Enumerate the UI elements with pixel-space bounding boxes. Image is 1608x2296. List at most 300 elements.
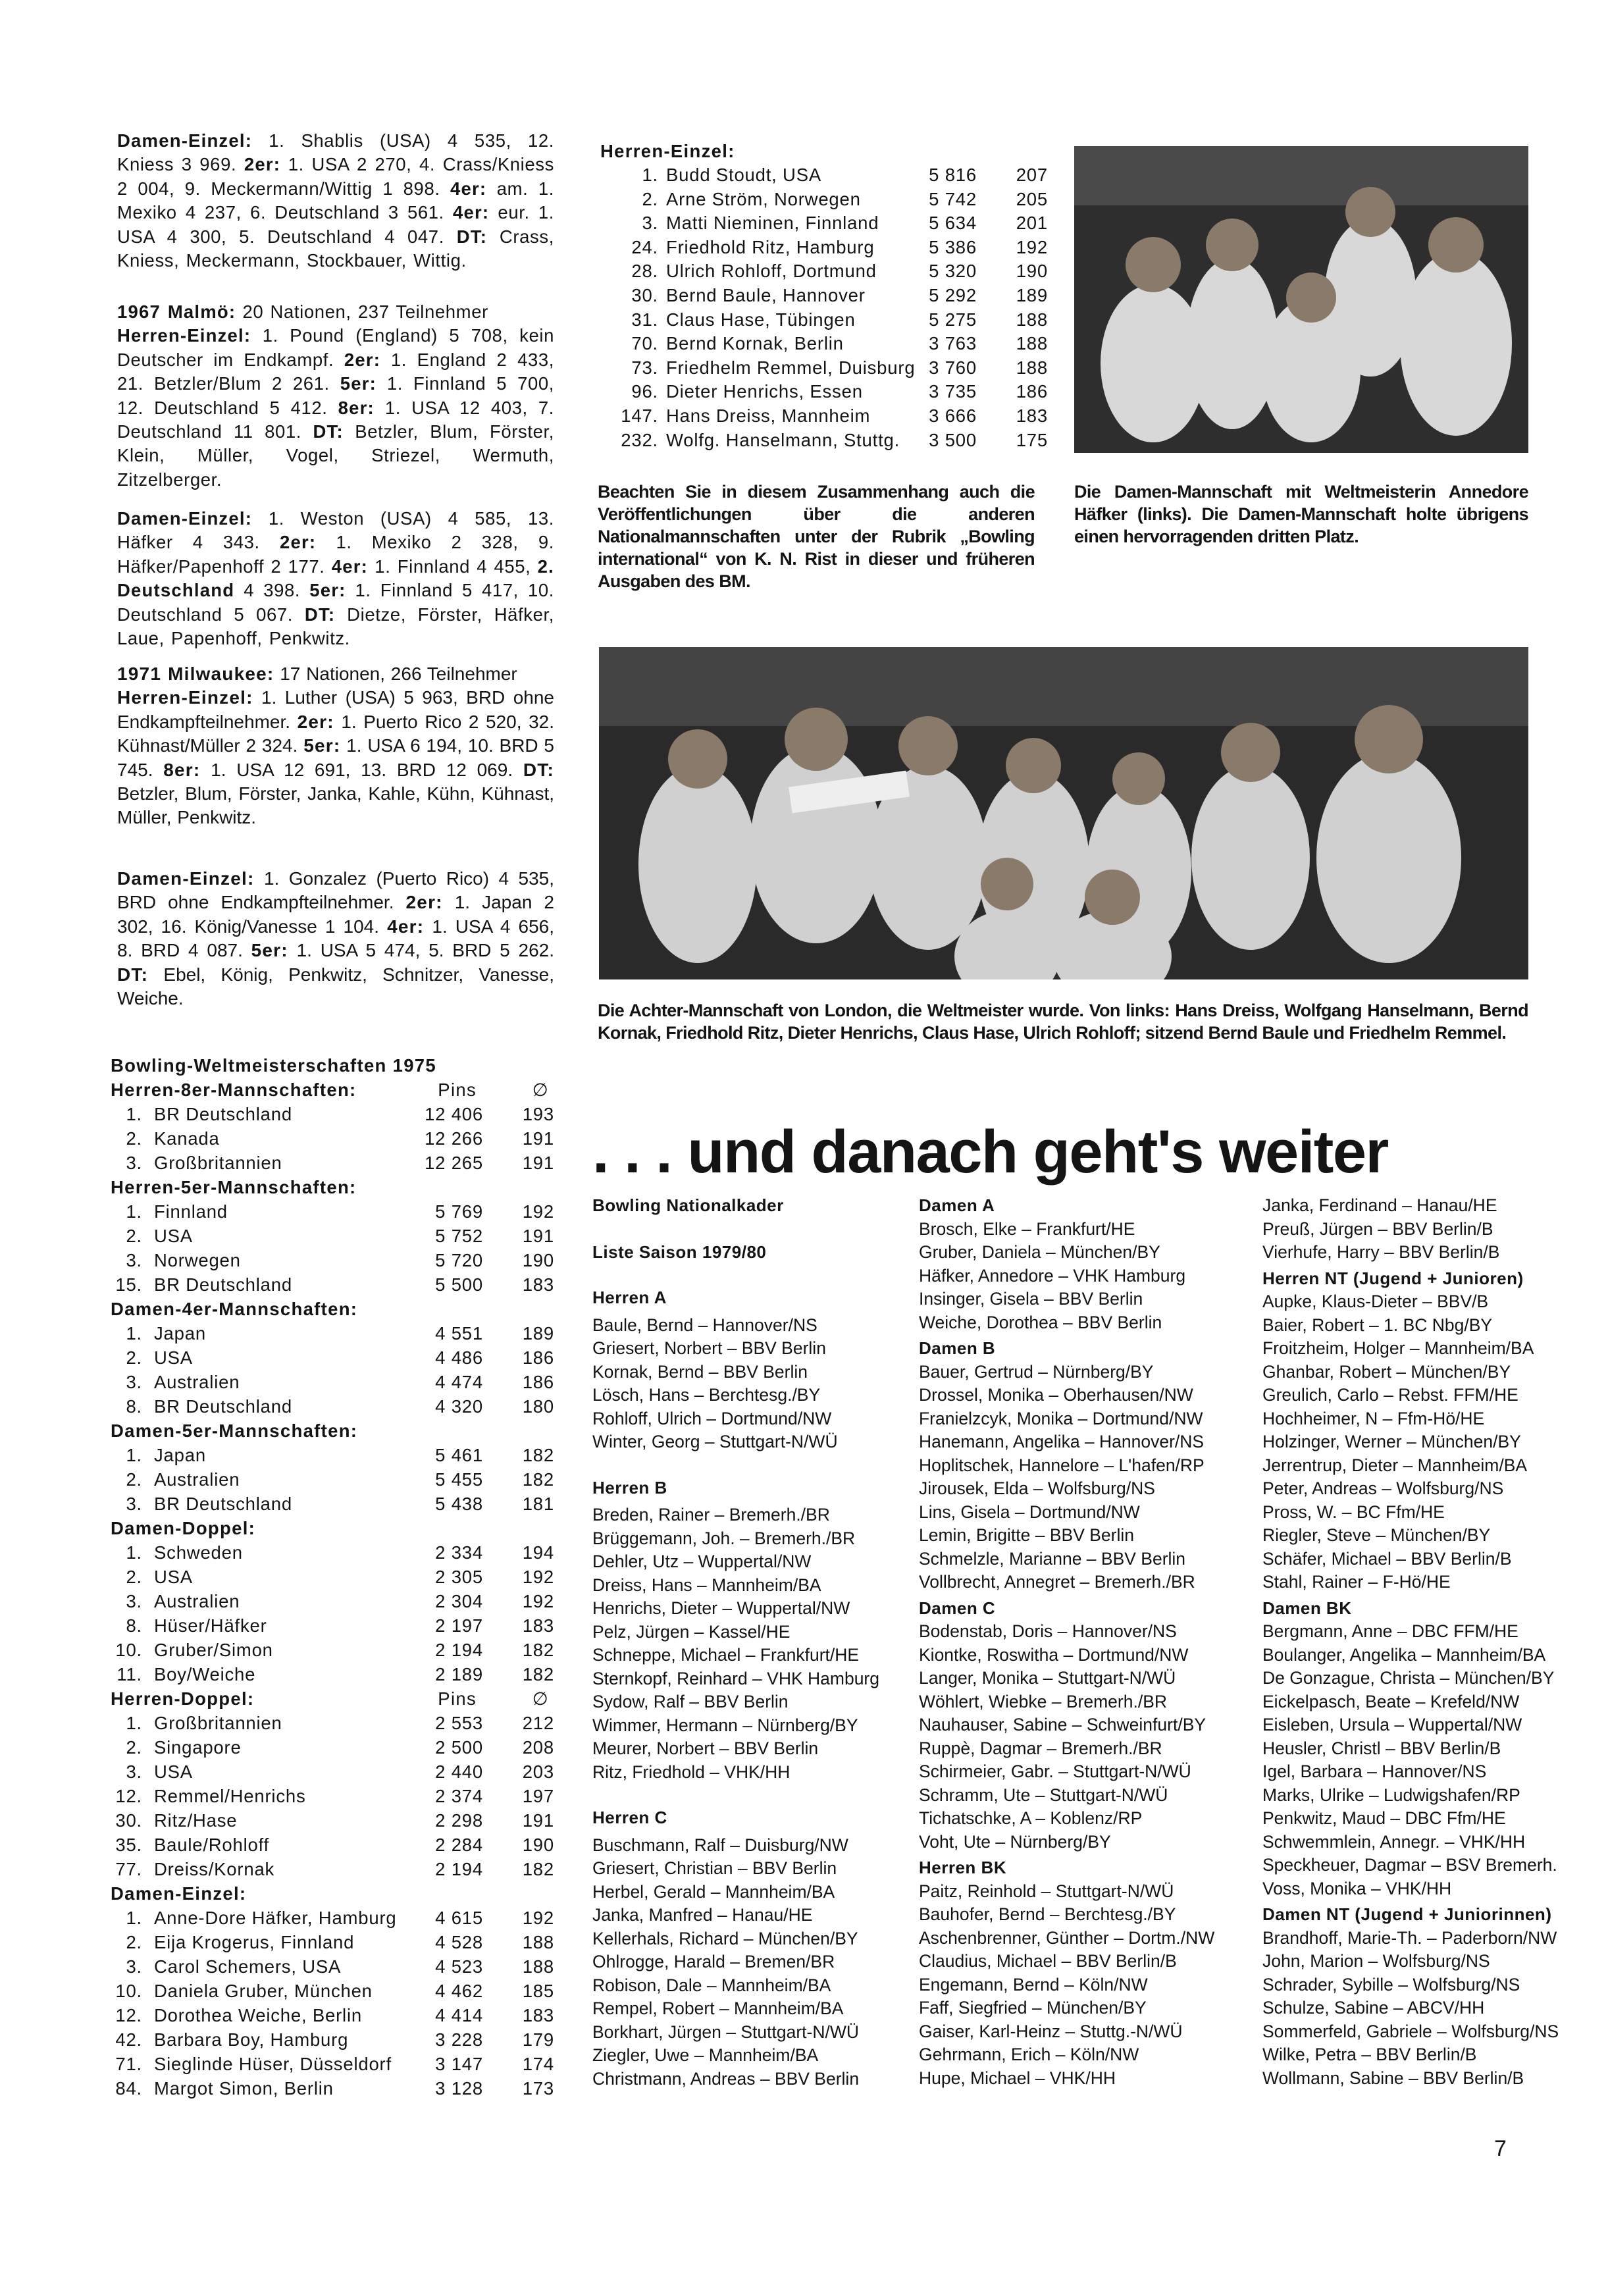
- pins: 3 500: [929, 429, 977, 450]
- average: 194: [522, 1542, 554, 1563]
- table-row: [111, 2027, 554, 2052]
- kader-member: Herbel, Gerald – Mannheim/BA: [592, 1881, 835, 1902]
- average: 205: [1016, 188, 1048, 209]
- pins: 12 406: [425, 1104, 483, 1124]
- kader-member: Borkhart, Jürgen – Stuttgart-N/WÜ: [592, 2022, 860, 2042]
- kader-member: Riegler, Steve – München/BY: [1262, 1525, 1491, 1545]
- kader-member: Schirmeier, Gabr. – Stuttgart-N/WÜ: [919, 1761, 1191, 1781]
- result-text: Betzler, Blum, Förster, Janka, Kahle, Kühn, Kühnast, Müller, Penkwitz.: [117, 783, 554, 828]
- kader-member: Weiche, Dorothea – BBV Berlin: [919, 1312, 1162, 1332]
- average: 173: [522, 2078, 554, 2099]
- kader-member: Henrichs, Dieter – Wuppertal/NW: [592, 1598, 850, 1618]
- section-heading: [111, 1175, 554, 1199]
- table-row: [600, 404, 1048, 429]
- table-row: [600, 188, 1048, 212]
- kader-member: Lösch, Hans – Berchtesg./BY: [592, 1385, 821, 1405]
- name: Dorothea Weiche, Berlin: [154, 2005, 362, 2025]
- result-label: 4er:: [387, 916, 425, 937]
- result-text: Ebel, König, Penkwitz, Schnitzer, Vanesse, Weiche.: [117, 964, 554, 1009]
- table-row: [111, 1248, 554, 1272]
- table-row: [111, 1492, 554, 1516]
- pins: 4 474: [435, 1372, 483, 1392]
- average: 192: [1016, 236, 1048, 257]
- rank: 2.: [126, 1932, 142, 1952]
- pins: 5 292: [929, 284, 977, 305]
- photo-women-team: [1074, 146, 1528, 453]
- table-row: [111, 1272, 554, 1297]
- name: Ulrich Rohloff, Dortmund: [666, 261, 877, 282]
- name: Australien: [154, 1469, 240, 1490]
- average: 175: [1016, 429, 1048, 450]
- name: Ritz/Hase: [154, 1810, 238, 1831]
- result-label: 2er:: [344, 349, 381, 370]
- kader-member: Kiontke, Roswitha – Dortmund/NW: [919, 1644, 1189, 1665]
- section-title: Damen-Doppel:: [111, 1518, 256, 1538]
- kader-member: Engemann, Bernd – Köln/NW: [919, 1974, 1148, 1995]
- rank: 1.: [642, 165, 658, 185]
- pins: 4 320: [435, 1396, 483, 1417]
- name: Anne-Dore Häfker, Hamburg: [154, 1908, 397, 1928]
- kader-member: Pelz, Jürgen – Kassel/HE: [592, 1621, 791, 1642]
- kader-member: Kellerhals, Richard – München/BY: [592, 1928, 858, 1948]
- kader-member: Insinger, Gisela – BBV Berlin: [919, 1289, 1143, 1309]
- kader-column-1: [592, 1194, 915, 2091]
- pins: 5 720: [435, 1250, 483, 1270]
- kader-group-heading: Herren B: [592, 1477, 667, 1498]
- average: 192: [522, 1591, 554, 1611]
- table-row: [111, 1151, 554, 1175]
- kader-member: Hochheimer, N – Ffm-Hö/HE: [1262, 1408, 1485, 1428]
- kader-member: Sternkopf, Reinhard – VHK Hamburg: [592, 1668, 879, 1688]
- table-row: [111, 1857, 554, 1881]
- pins-header: Pins: [438, 1688, 477, 1709]
- name: BR Deutschland: [154, 1494, 292, 1514]
- result-text: 4 398.: [234, 580, 310, 601]
- table-row: [600, 236, 1048, 260]
- result-label: 4er:: [450, 178, 487, 199]
- kader-member: Paitz, Reinhold – Stuttgart-N/WÜ: [919, 1881, 1174, 1901]
- kader-member: Dreiss, Hans – Mannheim/BA: [592, 1575, 821, 1595]
- name: Singapore: [154, 1737, 242, 1758]
- rank: 42.: [115, 2029, 142, 2050]
- rank: 30.: [115, 1810, 142, 1831]
- kader-member: Breden, Rainer – Bremerh./BR: [592, 1505, 830, 1525]
- kader-member: Brandhoff, Marie-Th. – Paderborn/NW: [1262, 1927, 1557, 1948]
- name: Japan: [154, 1445, 206, 1465]
- kader-group-heading: Damen B: [919, 1338, 996, 1358]
- note-text: Beachten Sie in diesem Zusammenhang auch die Veröffentlichungen über die anderen Nationalmannschaften unter der Rubrik „Bowling international“ von K. N. Rist in dieser und früheren Ausgaben des BM.: [598, 482, 1035, 591]
- average: 193: [522, 1104, 554, 1124]
- name: Friedhold Ritz, Hamburg: [666, 236, 875, 257]
- result-text: 1. Shablis (USA) 4 535, 12. Kniess 3 969.: [117, 130, 554, 175]
- pins: 4 414: [435, 2005, 483, 2025]
- table-row: [111, 1906, 554, 1930]
- name: Australien: [154, 1372, 240, 1392]
- section-title: Herren-Doppel:: [111, 1688, 255, 1709]
- result-label: 2er:: [244, 154, 281, 175]
- pins-header: Pins: [438, 1080, 477, 1100]
- average: 190: [1016, 261, 1048, 282]
- table-row: [111, 2076, 554, 2100]
- pins: 3 760: [929, 357, 977, 378]
- result-label: 5er:: [251, 940, 288, 961]
- average: 188: [1016, 333, 1048, 354]
- result-label: 8er:: [338, 397, 375, 418]
- average: 189: [522, 1323, 554, 1344]
- kader-member: Eisleben, Ursula – Wuppertal/NW: [1262, 1715, 1522, 1735]
- pins: 5 320: [929, 261, 977, 282]
- result-label: 2er:: [280, 532, 317, 553]
- name: BR Deutschland: [154, 1274, 292, 1295]
- kader-member: Ohlrogge, Harald – Bremen/BR: [592, 1952, 835, 1971]
- kader-member: Tichatschke, A – Koblenz/RP: [919, 1808, 1143, 1828]
- kader-member: Voss, Monika – VHK/HH: [1262, 1878, 1452, 1898]
- name: Claus Hase, Tübingen: [666, 309, 856, 330]
- result-label: 5er:: [303, 735, 341, 756]
- pins: 4 615: [435, 1908, 483, 1928]
- rank: 10.: [115, 1640, 142, 1660]
- section-heading: [111, 1419, 554, 1443]
- kader-member: Lemin, Brigitte – BBV Berlin: [919, 1525, 1134, 1545]
- result-label: Damen-Einzel:: [117, 508, 253, 529]
- kader-member: Meurer, Norbert – BBV Berlin: [592, 1738, 819, 1758]
- average: 185: [522, 1981, 554, 2001]
- result-text: Betzler, Blum, Förster, Klein, Müller, Vogel, Striezel, Wermuth, Zitzelberger.: [117, 421, 554, 490]
- pins: 2 194: [435, 1640, 483, 1660]
- result-text: 1. Finnland 5 700, 12. Deutschland 5 412.: [117, 373, 554, 418]
- kader-group-heading: Herren A: [592, 1288, 667, 1307]
- kader-member: Schäfer, Michael – BBV Berlin/B: [1262, 1548, 1512, 1569]
- table-row: [111, 1102, 554, 1126]
- kader-member: Drossel, Monika – Oberhausen/NW: [919, 1385, 1193, 1405]
- rank: 1.: [126, 1713, 142, 1733]
- kader-member: Schramm, Ute – Stuttgart-N/WÜ: [919, 1785, 1168, 1805]
- average: 182: [522, 1664, 554, 1684]
- result-label: Damen-Einzel:: [117, 130, 253, 151]
- rank: 3.: [126, 1372, 142, 1392]
- rank: 10.: [115, 1981, 142, 2001]
- result-label: 1971 Milwaukee:: [117, 664, 274, 684]
- pins: 2 553: [435, 1713, 483, 1733]
- wm1975-results: [111, 1053, 554, 2100]
- average: 186: [522, 1347, 554, 1368]
- average: 183: [522, 2005, 554, 2025]
- average: 191: [522, 1810, 554, 1831]
- result-text: am. 1. Mexiko 4 237, 6. Deutschland 3 561.: [117, 178, 554, 223]
- rank: 28.: [631, 261, 658, 282]
- average: 182: [522, 1859, 554, 1879]
- kader-member: De Gonzague, Christa – München/BY: [1262, 1668, 1555, 1688]
- result-text: 1. Gonzalez (Puerto Rico) 4 535, BRD ohne Endkampfteilnehmer.: [117, 868, 554, 913]
- kader-member: Nauhauser, Sabine – Schweinfurt/BY: [919, 1715, 1206, 1735]
- kader-member: Peter, Andreas – Wolfsburg/NS: [1262, 1478, 1504, 1498]
- history-paragraph-1967: [117, 300, 554, 492]
- rank: 2.: [126, 1347, 142, 1368]
- rank: 1.: [126, 1104, 142, 1124]
- section-heading: [111, 1516, 554, 1540]
- pins: 4 551: [435, 1323, 483, 1344]
- result-label: 2. Deutschland: [117, 556, 554, 601]
- kader-member: Vierhufe, Harry – BBV Berlin/B: [1262, 1242, 1500, 1262]
- pins: 5 461: [435, 1445, 483, 1465]
- table-row: [111, 1979, 554, 2003]
- average: 183: [522, 1274, 554, 1295]
- result-text: 1. Mexiko 2 328, 9. Häfker/Papenhoff 2 177.: [117, 532, 554, 577]
- kader-member: Hanemann, Angelika – Hannover/NS: [919, 1432, 1205, 1451]
- table-row: [111, 1833, 554, 1857]
- result-text: 1. Pound (England) 5 708, kein Deutscher im Endkampf.: [117, 325, 554, 370]
- pins: 4 486: [435, 1347, 483, 1368]
- rank: 1.: [126, 1201, 142, 1222]
- result-label: DT:: [456, 226, 488, 247]
- section-title: Herren-5er-Mannschaften:: [111, 1177, 357, 1197]
- average: 212: [522, 1713, 554, 1733]
- kader-member: Kornak, Bernd – BBV Berlin: [592, 1361, 808, 1382]
- pins: 2 500: [435, 1737, 483, 1758]
- kader-member: Boulanger, Angelika – Mannheim/BA: [1262, 1644, 1546, 1665]
- rank: 70.: [631, 333, 658, 354]
- section-title: Herren-8er-Mannschaften:: [111, 1080, 357, 1100]
- average: 182: [522, 1640, 554, 1660]
- kader-member: Wöhlert, Wiebke – Bremerh./BR: [919, 1691, 1168, 1711]
- pins: 5 634: [929, 213, 977, 234]
- result-text: 1. USA 6 194, 10. BRD 5 745.: [117, 735, 555, 780]
- result-label: Damen-Einzel:: [117, 868, 255, 889]
- name: Finnland: [154, 1201, 228, 1222]
- rank: 3.: [126, 1956, 142, 1977]
- result-text: 20 Nationen, 237 Teilnehmer: [236, 301, 488, 322]
- table-row: [111, 2003, 554, 2027]
- kader-member: Marks, Ulrike – Ludwigshafen/RP: [1262, 1785, 1520, 1805]
- section-title: Damen-5er-Mannschaften:: [111, 1421, 358, 1441]
- table-row: [111, 2052, 554, 2076]
- result-label: DT:: [523, 759, 554, 780]
- table-row: [111, 1467, 554, 1492]
- result-label: Herren-Einzel:: [117, 687, 253, 708]
- pins: 5 816: [929, 165, 977, 185]
- average: 191: [522, 1128, 554, 1149]
- average: 192: [522, 1201, 554, 1222]
- table-row: [111, 1808, 554, 1833]
- history-paragraph-1971-damen: [117, 867, 554, 1010]
- kader-member: Jirousek, Elda – Wolfsburg/NS: [919, 1478, 1155, 1498]
- kader-member: Wimmer, Hermann – Nürnberg/BY: [592, 1715, 858, 1735]
- name: Friedhelm Remmel, Duisburg: [666, 357, 916, 378]
- name: Dieter Henrichs, Essen: [666, 381, 863, 402]
- rank: 1.: [126, 1445, 142, 1465]
- rank: 3.: [642, 213, 658, 234]
- result-label: 5er:: [309, 580, 346, 601]
- kader-member: Schneppe, Michael – Frankfurt/HE: [592, 1645, 860, 1665]
- table-row: [111, 1540, 554, 1565]
- table-row: [600, 332, 1048, 356]
- rank: 73.: [631, 357, 658, 378]
- average: 190: [522, 1835, 554, 1855]
- result-text: 1. USA 12 403, 7. Deutschland 11 801.: [117, 397, 554, 442]
- result-label: 2er:: [297, 711, 334, 732]
- average: 192: [522, 1567, 554, 1587]
- table-row: [111, 1443, 554, 1467]
- kader-member: Gaiser, Karl-Heinz – Stuttg.-N/WÜ: [919, 2021, 1183, 2041]
- table-row: [111, 1760, 554, 1784]
- name: Matti Nieminen, Finnland: [666, 213, 879, 234]
- kader-member: Bergmann, Anne – DBC FFM/HE: [1262, 1621, 1518, 1641]
- kader-member: Sommerfeld, Gabriele – Wolfsburg/NS: [1262, 2021, 1559, 2041]
- rank: 3.: [126, 1494, 142, 1514]
- kader-member: Heusler, Christl – BBV Berlin/B: [1262, 1738, 1501, 1758]
- kader-member: Griesert, Christian – BBV Berlin: [592, 1858, 837, 1878]
- average: 188: [1016, 309, 1048, 330]
- rank: 77.: [115, 1859, 142, 1879]
- kader-member: Robison, Dale – Mannheim/BA: [592, 1975, 831, 1995]
- pins: 12 265: [425, 1153, 483, 1173]
- kader-column-3: [1262, 1194, 1608, 2090]
- kader-member: Claudius, Michael – BBV Berlin/B: [919, 1951, 1177, 1971]
- rank: 3.: [126, 1153, 142, 1173]
- pins: 4 462: [435, 1981, 483, 2001]
- kader-member: Baule, Bernd – Hannover/NS: [592, 1315, 817, 1335]
- average: 174: [522, 2054, 554, 2074]
- result-label: DT:: [313, 421, 344, 442]
- rank: 15.: [115, 1274, 142, 1295]
- kader-member: Pross, W. – BC Ffm/HE: [1262, 1501, 1445, 1522]
- average: 203: [522, 1761, 554, 1782]
- name: Daniela Gruber, München: [154, 1981, 373, 2001]
- name: Baule/Rohloff: [154, 1835, 270, 1855]
- kader-member: Häfker, Annedore – VHK Hamburg: [919, 1265, 1186, 1286]
- photo-men-caption: Die Achter-Mannschaft von London, die Weltmeister wurde. Von links: Hans Dreiss, Wolfgang Hanselmann, Bernd Kornak, Friedhold Ritz, Dieter Henrichs, Claus Hase, Ulrich Rohloff; sitzend Bernd Baule und Friedhelm Remmel.: [598, 1001, 1528, 1043]
- name: BR Deutschland: [154, 1104, 292, 1124]
- rank: 24.: [631, 236, 658, 257]
- headline: . . . und danach geht's weiter: [592, 1118, 1388, 1186]
- table-row: [111, 1370, 554, 1394]
- table-row: [111, 1930, 554, 1954]
- kader-member: Gruber, Daniela – München/BY: [919, 1242, 1160, 1262]
- herren-einzel-heading: Herren-Einzel:: [600, 141, 735, 161]
- kader-member: Aupke, Klaus-Dieter – BBV/B: [1262, 1292, 1489, 1311]
- table-row: [111, 1126, 554, 1151]
- kader-member: Schulze, Sabine – ABCV/HH: [1262, 1998, 1485, 2018]
- kader-member: Rohloff, Ulrich – Dortmund/NW: [592, 1408, 832, 1428]
- average: 188: [522, 1956, 554, 1977]
- pins: 5 500: [435, 1274, 483, 1295]
- name: USA: [154, 1567, 193, 1587]
- section-heading: [111, 1297, 554, 1321]
- average: 182: [522, 1469, 554, 1490]
- name: USA: [154, 1226, 193, 1246]
- kader-member: Winter, Georg – Stuttgart-N/WÜ: [592, 1432, 838, 1451]
- name: Barbara Boy, Hamburg: [154, 2029, 349, 2050]
- pins: 12 266: [425, 1128, 483, 1149]
- result-label: 4er:: [331, 556, 369, 577]
- women-team-photo-image: [1074, 146, 1528, 453]
- average: 190: [522, 1250, 554, 1270]
- section-heading: [111, 1686, 554, 1711]
- photo-women-caption: Die Damen-Mannschaft mit Weltmeisterin Annedore Häfker (links). Die Damen-Mannschaft holte übrigens einen hervorragenden dritten Platz.: [1074, 482, 1528, 546]
- name: Boy/Weiche: [154, 1664, 256, 1684]
- pins: 3 735: [929, 381, 977, 402]
- kader-member: Jerrentrup, Dieter – Mannheim/BA: [1262, 1455, 1528, 1475]
- rank: 11.: [117, 1664, 142, 1684]
- average: 188: [522, 1932, 554, 1952]
- kader-member: Bodenstab, Doris – Hannover/NS: [919, 1621, 1177, 1641]
- table-row: [600, 356, 1048, 380]
- rank: 8.: [126, 1615, 142, 1636]
- table-row: [111, 1321, 554, 1345]
- average: 191: [522, 1226, 554, 1246]
- section-heading: [111, 1078, 554, 1102]
- rank: 1.: [126, 1908, 142, 1928]
- kader-member: Bauhofer, Bernd – Berchtesg./BY: [919, 1904, 1176, 1924]
- result-label: DT:: [117, 964, 149, 985]
- kader-member: Igel, Barbara – Hannover/NS: [1262, 1761, 1487, 1781]
- average: 186: [1016, 381, 1048, 402]
- kader-member: Griesert, Norbert – BBV Berlin: [592, 1338, 826, 1358]
- result-text: 1. Weston (USA) 4 585, 13. Häfker 4 343.: [117, 508, 554, 553]
- kader-member: Hupe, Michael – VHK/HH: [919, 2068, 1116, 2088]
- kader-member: Froitzheim, Holger – Mannheim/BA: [1262, 1338, 1534, 1358]
- kader-member: Hoplitschek, Hannelore – L'hafen/RP: [919, 1455, 1205, 1475]
- pins: 2 197: [435, 1615, 483, 1636]
- kader-member: Vollbrecht, Annegret – Bremerh./BR: [919, 1572, 1195, 1592]
- kader-member: Voht, Ute – Nürnberg/BY: [919, 1831, 1111, 1852]
- pins: 2 374: [435, 1786, 483, 1806]
- average-header: ∅: [532, 1080, 549, 1100]
- result-text: 1. USA 12 691, 13. BRD 12 069.: [200, 759, 523, 780]
- kader-member: Speckheuer, Dagmar – BSV Bremerh.: [1262, 1855, 1557, 1875]
- name: Hüser/Häfker: [154, 1615, 267, 1636]
- name: Großbritannien: [154, 1153, 282, 1173]
- kader-member: Schmelzle, Marianne – BBV Berlin: [919, 1548, 1186, 1569]
- pins: 2 304: [435, 1591, 483, 1611]
- table-row: [111, 1345, 554, 1370]
- pins: 4 523: [435, 1956, 483, 1977]
- men-team-photo-image: [599, 647, 1528, 979]
- name: Wolfg. Hanselmann, Stuttg.: [666, 429, 900, 450]
- rank: 147.: [621, 405, 658, 426]
- rank: 96.: [631, 381, 658, 402]
- result-label: Herren-Einzel:: [117, 325, 251, 346]
- table-row: [111, 1589, 554, 1613]
- average: 181: [522, 1494, 554, 1514]
- name: Sieglinde Hüser, Düsseldorf: [154, 2054, 392, 2074]
- kader-member: Aschenbrenner, Günther – Dortm./NW: [919, 1927, 1215, 1948]
- pins: 4 528: [435, 1932, 483, 1952]
- table-row: [111, 1224, 554, 1248]
- table-row: [600, 380, 1048, 404]
- history-paragraph-1967-damen: [117, 507, 554, 650]
- kader-member: Schrader, Sybille – Wolfsburg/NS: [1262, 1974, 1520, 1995]
- name: Schweden: [154, 1542, 243, 1563]
- section-heading: [111, 1881, 554, 1906]
- rank: 3.: [126, 1250, 142, 1270]
- kader-member: Wilke, Petra – BBV Berlin/B: [1262, 2045, 1477, 2064]
- section-title: Damen-Einzel:: [111, 1883, 247, 1904]
- result-label: 1967 Malmö:: [117, 301, 236, 322]
- kader-member: Ziegler, Uwe – Mannheim/BA: [592, 2045, 819, 2065]
- average: 208: [522, 1737, 554, 1758]
- name: Remmel/Henrichs: [154, 1786, 306, 1806]
- page-number: 7: [1494, 2136, 1507, 2161]
- pins: 5 275: [929, 309, 977, 330]
- pins: 5 769: [435, 1201, 483, 1222]
- kader-member: Baier, Robert – 1. BC Nbg/BY: [1262, 1315, 1493, 1335]
- kader-group-heading: Herren C: [592, 1808, 667, 1827]
- kader-member: Holzinger, Werner – München/BY: [1262, 1432, 1521, 1451]
- result-label: 2er:: [405, 892, 443, 913]
- pins: 5 742: [929, 188, 977, 209]
- pins: 2 284: [435, 1835, 483, 1855]
